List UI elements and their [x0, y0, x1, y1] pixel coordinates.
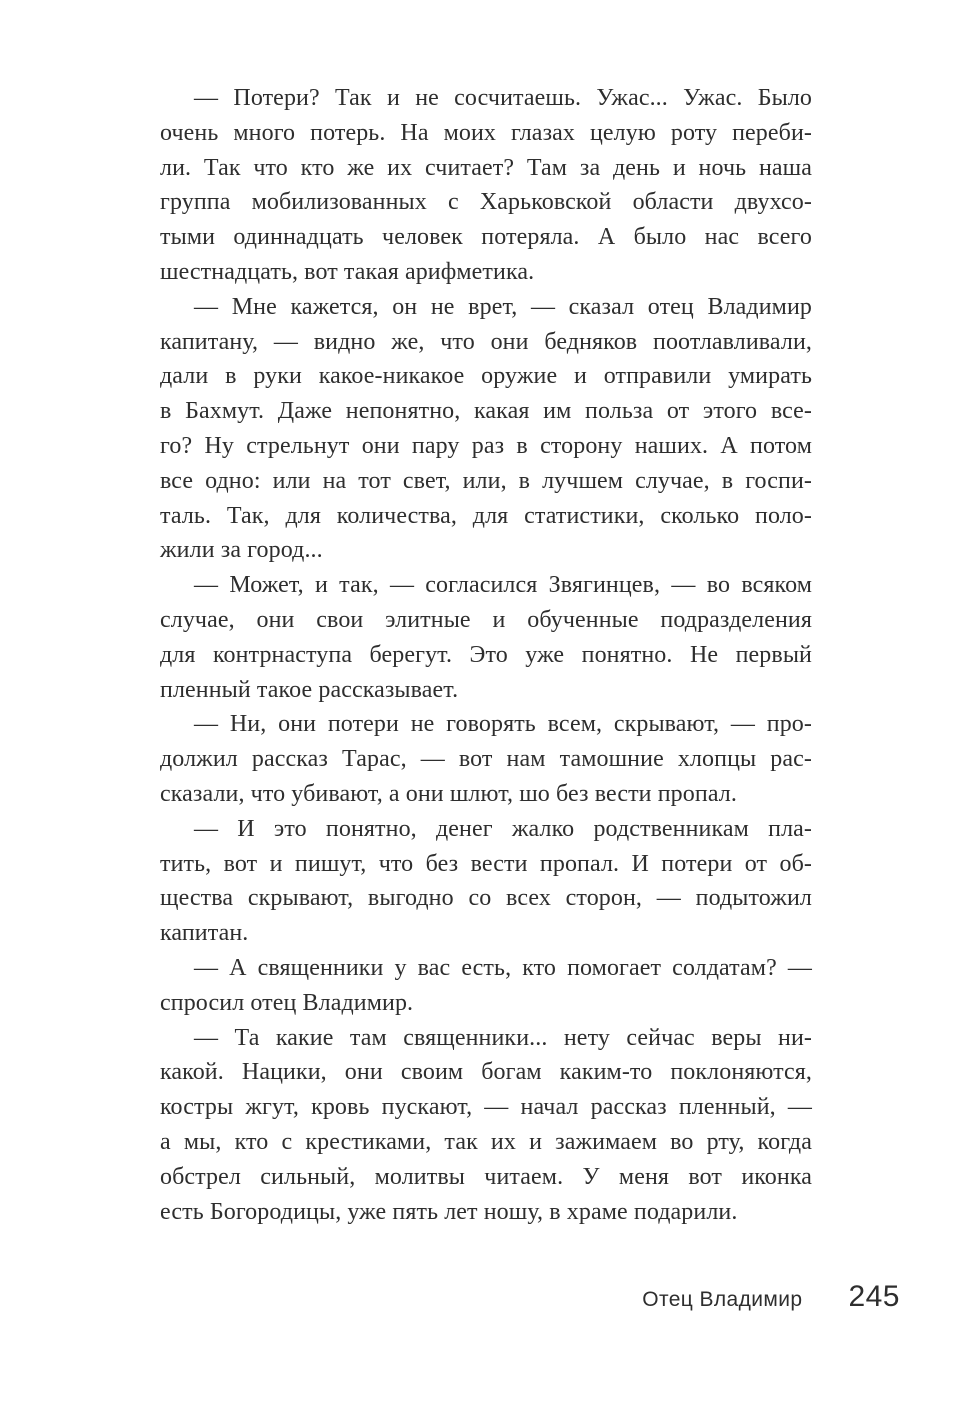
text-line: капитану, — видно же, что они бедняков поотлавливали, — [160, 328, 812, 355]
text-line: обстрел сильный, молитвы читаем. У меня вот иконка — [160, 1163, 812, 1190]
text-line: какой. Нацики, они своим богам каким-то поклоняются, — [160, 1059, 812, 1086]
text-line: — И это понятно, денег жалко родственникам пла- — [194, 815, 812, 842]
text-line: тыми одиннадцать человек потеряла. А было нас всего — [160, 224, 812, 251]
body-text — [160, 81, 812, 1229]
text-line: случае, они свои элитные и обученные подразделения — [160, 606, 812, 633]
page-number: 245 — [848, 1280, 900, 1313]
text-line: дали в руки какое-никакое оружие и отправили умирать — [160, 363, 812, 390]
text-line: сказали, что убивают, а они шлют, шо без вести пропал. — [160, 780, 737, 807]
paragraph — [160, 568, 812, 707]
text-line: — Потери? Так и не сосчитаешь. Ужас... Ужас. Было — [194, 85, 812, 111]
text-line: — Ни, они потери не говорять всем, скрывают, — про- — [194, 711, 812, 738]
text-line: жили за город... — [160, 537, 323, 564]
text-line: очень много потерь. На моих глазах целую роту переби- — [160, 119, 812, 146]
running-title: Отец Владимир — [642, 1288, 803, 1311]
text-line: щества скрывают, выгодно со всех сторон, — подытожил — [160, 885, 812, 912]
text-line: ли. Так что кто же их считает? Там за день и ночь наша — [160, 154, 812, 181]
text-line: для контрнаступа берегут. Это уже понятно. Не первый — [160, 641, 812, 668]
text-line: все одно: или на тот свет, или, в лучшем случае, в госпи- — [160, 467, 812, 494]
text-line: должил рассказ Тарас, — вот нам тамошние хлопцы рас- — [160, 746, 812, 773]
text-line: — А священники у вас есть, кто помогает солдатам? — — [194, 954, 812, 981]
text-line: таль. Так, для количества, для статистики, сколько поло- — [160, 502, 812, 529]
paragraph — [160, 1021, 812, 1230]
text-line: капитан. — [160, 920, 249, 947]
text-line: — Та какие там священники... нету сейчас веры ни- — [194, 1024, 812, 1051]
text-line: шестнадцать, вот такая арифметика. — [160, 258, 535, 285]
text-line: есть Богородицы, уже пять лет ношу, в храме подарили. — [160, 1198, 738, 1225]
paragraph — [160, 707, 812, 811]
paragraph — [160, 290, 812, 568]
text-line: группа мобилизованных с Харьковской области двухсо- — [160, 189, 812, 216]
text-line: — Может, и так, — согласился Звягинцев, — во всяком — [194, 572, 812, 599]
text-line: костры жгут, кровь пускают, — начал рассказ пленный, — — [160, 1094, 812, 1121]
paragraph — [160, 951, 812, 1021]
paragraph — [160, 812, 812, 951]
page-footer — [160, 1280, 900, 1314]
text-line: а мы, кто с крестиками, так их и зажимаем во рту, когда — [160, 1128, 812, 1155]
paragraph — [160, 81, 812, 290]
text-line: тить, вот и пишут, что без вести пропал. И потери от об- — [160, 850, 812, 877]
text-line: го? Ну стрельнут они пару раз в сторону наших. А потом — [160, 432, 812, 459]
text-line: — Мне кажется, он не врет, — сказал отец Владимир — [194, 293, 812, 320]
text-line: в Бахмут. Даже непонятно, какая им польза от этого все- — [160, 398, 812, 425]
text-line: спросил отец Владимир. — [160, 989, 414, 1016]
text-line: пленный такое рассказывает. — [160, 676, 459, 703]
